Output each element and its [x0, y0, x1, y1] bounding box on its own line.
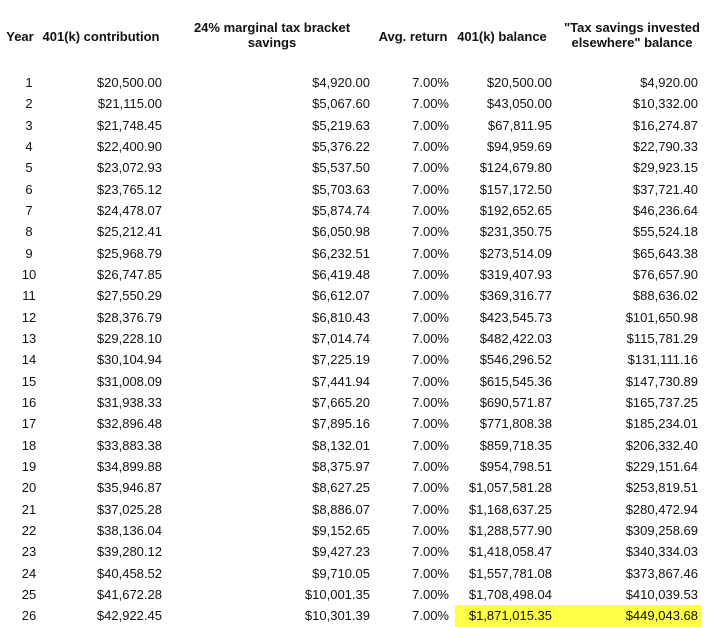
- year-cell: 8: [25, 224, 33, 240]
- avg-return-cell: 7.00%: [412, 586, 449, 602]
- contribution-cell: $30,104.94: [96, 352, 162, 368]
- invested-balance-cell: $147,730.89: [625, 373, 698, 389]
- header-balance: 401(k) balance: [457, 28, 547, 44]
- avg-return-cell: 7.00%: [412, 266, 449, 282]
- contribution-cell: $38,136.04: [96, 522, 162, 538]
- invested-balance-cell: $55,524.18: [632, 224, 698, 240]
- table-row: [0, 584, 716, 605]
- year-cell: 1: [25, 75, 33, 90]
- year-cell: 2: [25, 96, 33, 112]
- contribution-cell: $32,896.48: [96, 416, 162, 432]
- tax-savings-cell: $5,874.74: [312, 202, 370, 218]
- invested-balance-cell: $115,781.29: [626, 330, 698, 346]
- tax-savings-cell: $8,886.07: [312, 501, 370, 517]
- invested-balance-cell: $131,111.16: [627, 352, 698, 368]
- tax-savings-cell: $4,920.00: [312, 75, 370, 90]
- header-invested: "Tax savings invested elsewhere" balance: [564, 20, 700, 50]
- invested-balance-cell: $309,258.69: [625, 522, 698, 538]
- tax-savings-cell: $6,050.98: [312, 224, 370, 240]
- balance-cell: $690,571.87: [479, 394, 552, 410]
- table-row: [0, 136, 716, 157]
- table-row: [0, 200, 716, 221]
- year-cell: 20: [21, 480, 37, 496]
- avg-return-cell: 7.00%: [412, 458, 449, 474]
- invested-balance-cell: $206,332.40: [625, 437, 698, 453]
- balance-cell: $771,808.38: [479, 416, 552, 432]
- tax-savings-cell: $5,219.63: [312, 117, 370, 133]
- contribution-cell: $29,228.10: [96, 330, 162, 346]
- invested-balance-cell: $37,721.40: [632, 181, 698, 197]
- year-cell: 21: [21, 501, 37, 517]
- balance-cell: $1,168,637.25: [468, 501, 552, 517]
- tax-savings-cell: $9,152.65: [312, 522, 370, 538]
- invested-balance-cell: $101,650.98: [625, 309, 698, 325]
- tax-savings-cell: $5,537.50: [312, 160, 370, 176]
- table-row: [0, 541, 716, 562]
- balance-cell: $157,172.50: [479, 181, 552, 197]
- balance-cell: $546,296.52: [479, 352, 552, 368]
- avg-return-cell: 7.00%: [412, 224, 449, 240]
- avg-return-cell: 7.00%: [412, 437, 449, 453]
- invested-balance-cell: $410,039.53: [625, 586, 698, 602]
- contribution-cell: $42,922.45: [96, 608, 162, 624]
- contribution-cell: $26,747.85: [96, 266, 162, 282]
- invested-balance-cell: $22,790.33: [632, 138, 698, 154]
- table-row: [0, 93, 716, 114]
- avg-return-cell: 7.00%: [412, 373, 449, 389]
- table-header: [0, 0, 716, 72]
- invested-balance-cell: $46,236.64: [632, 202, 698, 218]
- tax-savings-cell: $10,301.39: [304, 608, 370, 624]
- balance-cell: $43,050.00: [486, 96, 552, 112]
- contribution-cell: $34,899.88: [96, 458, 162, 474]
- year-cell: 7: [25, 202, 33, 218]
- contribution-cell: $28,376.79: [96, 309, 162, 325]
- table-row: [0, 520, 716, 541]
- avg-return-cell: 7.00%: [412, 416, 449, 432]
- table-row: [0, 413, 716, 434]
- balance-cell: $859,718.35: [479, 437, 552, 453]
- table-row: [0, 499, 716, 520]
- avg-return-cell: 7.00%: [412, 138, 449, 154]
- contribution-cell: $21,115.00: [97, 96, 162, 112]
- balance-cell: $94,959.69: [486, 138, 552, 154]
- balance-cell: $124,679.80: [479, 160, 552, 176]
- table-row: [0, 243, 716, 264]
- year-cell: 13: [21, 330, 37, 346]
- balance-cell: $67,811.95: [487, 117, 552, 133]
- table-row: [0, 264, 716, 285]
- header-year: Year: [6, 28, 34, 44]
- year-cell: 11: [22, 288, 36, 304]
- avg-return-cell: 7.00%: [412, 245, 449, 261]
- invested-balance-cell: $373,867.46: [625, 565, 698, 581]
- avg-return-cell: 7.00%: [412, 480, 449, 496]
- invested-balance-cell: $76,657.90: [632, 266, 698, 282]
- contribution-cell: $27,550.29: [96, 288, 162, 304]
- invested-balance-cell: $229,151.64: [625, 458, 698, 474]
- header-contribution: 401(k) contribution: [42, 28, 160, 44]
- header-avg-return: Avg. return: [378, 28, 448, 44]
- year-cell: 3: [25, 117, 33, 133]
- contribution-cell: $37,025.28: [96, 501, 162, 517]
- tax-savings-cell: $10,001.35: [304, 586, 370, 602]
- avg-return-cell: 7.00%: [412, 565, 449, 581]
- avg-return-cell: 7.00%: [412, 501, 449, 517]
- invested-balance-cell: $65,643.38: [632, 245, 698, 261]
- balance-cell: $319,407.93: [479, 266, 552, 282]
- balance-cell: $615,545.36: [479, 373, 552, 389]
- balance-cell: $1,057,581.28: [468, 480, 552, 496]
- contribution-cell: $31,008.09: [96, 373, 162, 389]
- contribution-cell: $23,765.12: [96, 181, 162, 197]
- table-row: [0, 456, 716, 477]
- table-row: [0, 328, 716, 349]
- tax-savings-cell: $7,441.94: [312, 373, 370, 389]
- balance-cell: $20,500.00: [486, 75, 552, 90]
- contribution-cell: $39,280.12: [96, 544, 162, 560]
- table-row: [0, 307, 716, 328]
- year-cell: 12: [21, 309, 37, 325]
- tax-savings-cell: $8,627.25: [312, 480, 370, 496]
- year-cell: 5: [25, 160, 33, 176]
- avg-return-cell: 7.00%: [412, 202, 449, 218]
- year-cell: 22: [21, 522, 37, 538]
- invested-balance-cell: $4,920.00: [640, 75, 698, 90]
- tax-savings-cell: $7,665.20: [312, 394, 370, 410]
- table-row: [0, 477, 716, 498]
- contribution-cell: $31,938.33: [96, 394, 162, 410]
- year-cell: 14: [21, 352, 37, 368]
- table-row: [0, 157, 716, 178]
- year-cell: 17: [21, 416, 37, 432]
- year-cell: 26: [21, 608, 37, 624]
- invested-balance-cell: $253,819.51: [625, 480, 698, 496]
- year-cell: 10: [21, 266, 37, 282]
- balance-cell: $1,708,498.04: [468, 586, 552, 602]
- balance-cell: $423,545.73: [479, 309, 552, 325]
- invested-balance-cell: $16,274.87: [632, 117, 698, 133]
- avg-return-cell: 7.00%: [412, 394, 449, 410]
- avg-return-cell: 7.00%: [412, 117, 449, 133]
- balance-cell: $369,316.77: [479, 288, 552, 304]
- avg-return-cell: 7.00%: [412, 309, 449, 325]
- tax-savings-cell: $5,376.22: [312, 138, 370, 154]
- invested-balance-cell: $185,234.01: [625, 416, 698, 432]
- avg-return-cell: 7.00%: [412, 352, 449, 368]
- year-cell: 19: [21, 458, 37, 474]
- tax-savings-cell: $6,419.48: [312, 266, 370, 282]
- tax-savings-cell: $6,810.43: [312, 309, 370, 325]
- year-cell: 25: [21, 586, 37, 602]
- contribution-cell: $25,968.79: [96, 245, 162, 261]
- invested-balance-cell: $10,332.00: [632, 96, 698, 112]
- balance-cell: $1,288,577.90: [468, 522, 552, 538]
- balance-cell: $231,350.75: [479, 224, 552, 240]
- contribution-cell: $35,946.87: [96, 480, 162, 496]
- avg-return-cell: 7.00%: [412, 160, 449, 176]
- contribution-cell: $40,458.52: [96, 565, 162, 581]
- tax-savings-cell: $7,014.74: [312, 330, 370, 346]
- balance-cell: $1,557,781.08: [468, 565, 552, 581]
- tax-savings-cell: $6,232.51: [312, 245, 370, 261]
- balance-cell: $954,798.51: [479, 458, 552, 474]
- tax-savings-cell: $8,132.01: [312, 437, 370, 453]
- contribution-cell: $24,478.07: [96, 202, 162, 218]
- balance-cell: $192,652.65: [479, 202, 552, 218]
- table-row: [0, 285, 716, 306]
- tax-savings-cell: $7,225.19: [312, 352, 370, 368]
- year-cell: 18: [21, 437, 37, 453]
- year-cell: 23: [21, 544, 37, 560]
- invested-balance-cell: $88,636.02: [632, 288, 698, 304]
- tax-savings-cell: $7,895.16: [312, 416, 370, 432]
- invested-balance-cell: $449,043.68: [556, 605, 701, 626]
- table-row: [0, 371, 716, 392]
- table-row: [0, 392, 716, 413]
- avg-return-cell: 7.00%: [412, 75, 449, 90]
- contribution-cell: $25,212.41: [96, 224, 162, 240]
- avg-return-cell: 7.00%: [412, 522, 449, 538]
- table-row: [0, 179, 716, 200]
- contribution-cell: $23,072.93: [96, 160, 162, 176]
- table-body: [0, 72, 716, 627]
- table-row: [0, 435, 716, 456]
- header-tax-savings: 24% marginal tax bracket savings: [193, 20, 351, 50]
- avg-return-cell: 7.00%: [412, 608, 449, 624]
- avg-return-cell: 7.00%: [412, 544, 449, 560]
- year-cell: 9: [25, 245, 33, 261]
- contribution-cell: $21,748.45: [96, 117, 162, 133]
- balance-cell: $482,422.03: [479, 330, 552, 346]
- year-cell: 6: [25, 181, 33, 197]
- tax-savings-cell: $9,427.23: [312, 544, 370, 560]
- avg-return-cell: 7.00%: [412, 288, 449, 304]
- year-cell: 15: [21, 373, 37, 389]
- year-cell: 24: [21, 565, 37, 581]
- table-row: [0, 115, 716, 136]
- avg-return-cell: 7.00%: [412, 96, 449, 112]
- year-cell: 4: [25, 138, 33, 154]
- table-row: [0, 349, 716, 370]
- balance-cell: $273,514.09: [479, 245, 552, 261]
- balance-cell: $1,871,015.35: [455, 605, 555, 626]
- tax-savings-cell: $6,612.07: [312, 288, 370, 304]
- balance-cell: $1,418,058.47: [468, 544, 552, 560]
- tax-savings-cell: $5,703.63: [312, 181, 370, 197]
- avg-return-cell: 7.00%: [412, 330, 449, 346]
- tax-savings-cell: $8,375.97: [312, 458, 370, 474]
- avg-return-cell: 7.00%: [412, 181, 449, 197]
- contribution-cell: $41,672.28: [96, 586, 162, 602]
- tax-savings-cell: $9,710.05: [312, 565, 370, 581]
- table-row: [0, 72, 716, 93]
- contribution-cell: $20,500.00: [96, 75, 162, 90]
- contribution-cell: $22,400.90: [96, 138, 162, 154]
- table-row: [0, 221, 716, 242]
- table-row: [0, 563, 716, 584]
- tax-savings-cell: $5,067.60: [312, 96, 370, 112]
- invested-balance-cell: $165,737.25: [625, 394, 698, 410]
- invested-balance-cell: $340,334.03: [625, 544, 698, 560]
- contribution-cell: $33,883.38: [96, 437, 162, 453]
- year-cell: 16: [21, 394, 37, 410]
- invested-balance-cell: $29,923.15: [632, 160, 698, 176]
- invested-balance-cell: $280,472.94: [625, 501, 698, 517]
